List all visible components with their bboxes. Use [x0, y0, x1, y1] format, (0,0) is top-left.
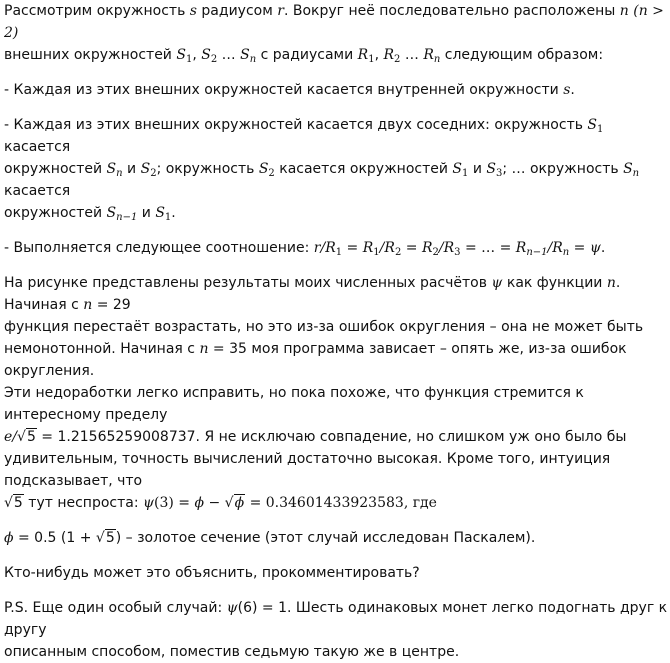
condition-text: .	[171, 205, 176, 221]
var-r: r	[277, 3, 284, 19]
results-text: = 0.34601433923583, где	[245, 495, 437, 511]
condition-text: - Выполняется следующее соотношение:	[4, 240, 314, 256]
subscript: n	[116, 168, 123, 179]
golden-ratio-text: ) – золотое сечение (этот случай исследован Паскалем).	[115, 530, 536, 546]
subscript: 1	[368, 54, 375, 65]
condition-text: касается	[4, 139, 71, 155]
intro-text: . Вокруг неё последовательно расположены	[283, 3, 620, 19]
condition-text: - Каждая из этих внешних окружностей касается двух соседних: окружность	[4, 117, 588, 133]
slash: /	[12, 429, 18, 445]
sqrt-5	[17, 426, 37, 448]
sqrt-symbol: √	[4, 495, 13, 511]
radicand: ϕ	[234, 495, 245, 511]
subscript: n	[433, 54, 441, 65]
var-R: R	[423, 47, 434, 63]
formula: R	[515, 240, 527, 256]
results-text: = 1.21565259008737. Я не исключаю совпадение, но слишком уж оно было бы	[36, 429, 627, 445]
var-n: n	[83, 297, 93, 313]
formula: r/R	[313, 240, 336, 256]
var-S: S	[486, 161, 496, 177]
results-text: немонотонной. Начиная с	[4, 341, 200, 357]
radicand: 5	[105, 530, 115, 546]
results-text: тут неспроста:	[23, 495, 144, 511]
intro-text: следующим образом:	[440, 47, 604, 63]
results-paragraph	[4, 272, 668, 514]
subscript: 2	[394, 54, 401, 65]
equals: =	[569, 240, 590, 256]
subscript: 2	[210, 54, 218, 65]
subscript: 2	[150, 168, 157, 179]
phi-symbol: ϕ	[4, 530, 14, 546]
intro-text: Рассмотрим окружность	[4, 3, 190, 19]
intro-text: с радиусами	[256, 47, 358, 63]
sqrt-5	[4, 492, 24, 514]
question-paragraph	[4, 562, 668, 584]
condition-3: - Выполняется следующее соотношение: $r/R_1 = R_1/R_2 = R_2/R_3$ = … = $R_{n-1}/R_n = \psi$.	[4, 240, 606, 258]
condition-text: и	[468, 161, 487, 177]
golden-ratio-paragraph	[4, 527, 668, 549]
formula: −	[204, 495, 225, 511]
subscript: n	[632, 168, 640, 179]
postscript-paragraph	[4, 597, 668, 663]
results-text: = 29	[92, 297, 131, 313]
results-text: моя программа зависает – опять же, из-за ошибок округления.	[4, 341, 627, 379]
var-S: S	[155, 205, 165, 221]
var-s: s	[189, 3, 197, 19]
var-S: S	[587, 117, 598, 133]
equals: =	[401, 240, 422, 256]
sqrt-symbol: √	[224, 495, 234, 511]
postscript-text: P.S. Еще один особый случай:	[4, 600, 227, 616]
var-S: S	[176, 47, 186, 63]
results-text: . Начиная с	[4, 275, 621, 313]
intro-text: радиусом	[196, 3, 278, 19]
sqrt-symbol: √	[17, 429, 26, 445]
var-R: R	[357, 47, 369, 63]
formula: = … =	[460, 240, 516, 256]
var-S: S	[623, 161, 633, 177]
subscript: n−1	[116, 212, 138, 223]
condition-text: .	[570, 82, 575, 98]
var-S: S	[258, 161, 269, 177]
condition-n-gt-2: (n > 2)	[4, 3, 664, 41]
intro-text: внешних окружностей	[4, 47, 177, 63]
subscript: 1	[164, 212, 172, 223]
formula: R	[362, 240, 374, 256]
sqrt-symbol: √	[95, 530, 105, 546]
ellipsis: …	[400, 47, 424, 63]
condition-text: окружностей	[4, 161, 107, 177]
separator: ,	[192, 47, 202, 63]
sqrt-5	[96, 527, 116, 549]
var-S: S	[106, 205, 117, 221]
var-e: e	[4, 429, 13, 445]
intro-paragraph	[4, 0, 668, 66]
var-R: R	[383, 47, 395, 63]
condition-text: и	[122, 161, 141, 177]
var-n: n	[619, 3, 629, 19]
postscript-text: описанным способом, поместив седьмую такую же в центре.	[4, 644, 460, 660]
var-s: s	[563, 82, 571, 98]
var-n: n	[199, 341, 209, 357]
question-text: Кто-нибудь может это объяснить, прокомментировать?	[4, 565, 420, 581]
condition-text: касается окружностей	[274, 161, 453, 177]
results-text: = 35	[208, 341, 247, 357]
separator: ,	[374, 47, 384, 63]
subscript: 1	[462, 168, 469, 179]
golden-ratio-text: = 0.5 (1 +	[13, 530, 96, 546]
postscript-text: (6) = 1. Шесть одинаковых монет легко подогнать друг к другу	[4, 600, 668, 638]
ellipsis: …	[511, 161, 526, 177]
sqrt-phi	[225, 492, 245, 514]
condition-text: окружностей	[4, 205, 107, 221]
results-text: Эти недоработки легко исправить, но пока похоже, что функция стремится к интересному пределу	[4, 385, 584, 423]
condition-text: ;	[502, 161, 512, 177]
results-text: удивительным, точность вычислений достаточно высокая. Кроме того, интуиция подсказывает, что	[4, 451, 611, 489]
psi-symbol: ψ	[491, 275, 503, 291]
psi-symbol: ψ	[226, 600, 238, 616]
var-n: n	[606, 275, 616, 291]
phi-symbol: ϕ	[194, 495, 205, 511]
formula: (3) =	[154, 495, 195, 511]
condition-2: - Каждая из этих внешних окружностей касается двух соседних: окружность $S_1$ касается окружностей $S_n$ и $S_2$; окружность $S_2$ касается окружностей $S_1$ и $S_3$; … окружность $S_n$ касается окружностей $S_{n-1}$ и $S_1$.	[4, 117, 640, 223]
results-text: На рисунке представлены результаты моих численных расчётов	[4, 275, 492, 291]
psi-symbol: ψ	[589, 240, 601, 256]
condition-1	[4, 79, 668, 101]
var-S: S	[452, 161, 463, 177]
condition-text: ; окружность	[156, 161, 259, 177]
results-text: как функции	[502, 275, 607, 291]
subscript: 1	[185, 54, 193, 65]
subscript: 2	[268, 168, 275, 179]
subscript: n	[249, 54, 257, 65]
radicand: 5	[26, 429, 36, 445]
condition-text: касается	[4, 183, 71, 199]
var-S: S	[240, 47, 250, 63]
condition-text: .	[600, 240, 606, 256]
radicand: 5	[13, 495, 23, 511]
equals: =	[342, 240, 363, 256]
condition-text: - Каждая из этих внешних окружностей касается внутренней окружности	[4, 82, 564, 98]
ellipsis: …	[217, 47, 241, 63]
formula: R	[421, 240, 433, 256]
condition-text: и	[137, 205, 156, 221]
var-S: S	[106, 161, 117, 177]
psi-symbol: ψ	[143, 495, 154, 511]
subscript: 1	[597, 124, 604, 135]
var-S: S	[201, 47, 211, 63]
condition-text: окружность	[525, 161, 624, 177]
document-body	[4, 0, 668, 663]
var-S: S	[140, 161, 151, 177]
formula: /R	[379, 240, 395, 256]
formula: /R	[438, 240, 455, 256]
formula: /R	[547, 240, 563, 256]
results-text: функция перестаёт возрастать, но это из-за ошибок округления – она не может быть	[4, 319, 644, 335]
